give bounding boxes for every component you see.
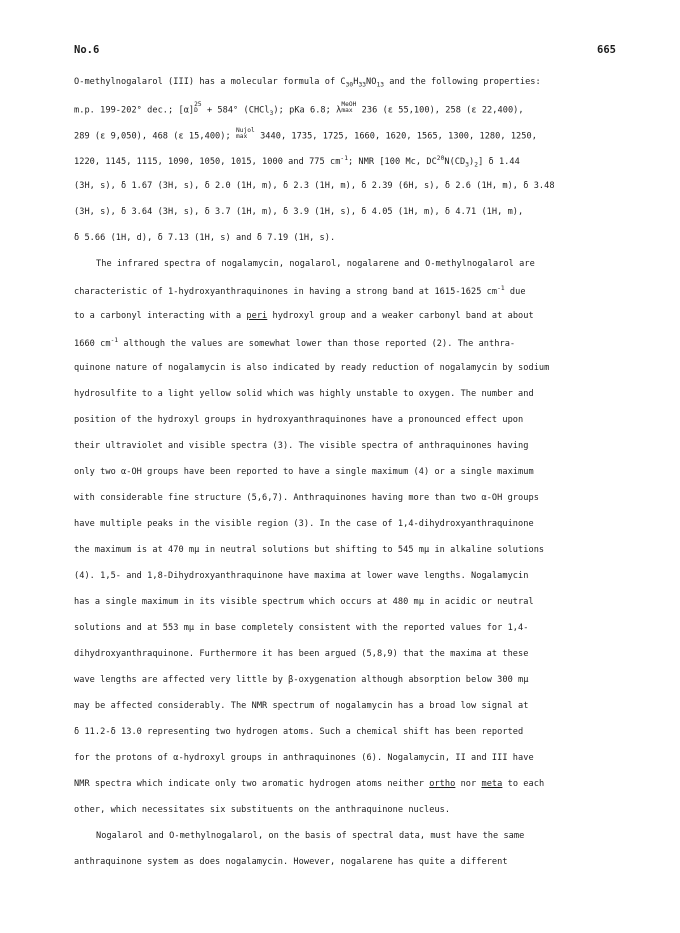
text-line: position of the hydroxyl groups in hydroxyanthraquinones have a pronounced effect upon	[74, 415, 524, 425]
text-line: solutions and at 553 mμ in base completely consistent with the reported values for 1,4-	[74, 623, 529, 633]
text-line: (3H, s), δ 3.64 (3H, s), δ 3.7 (1H, m), δ 3.9 (1H, s), δ 4.05 (1H, m), δ 4.71 (1H, m),	[74, 207, 524, 217]
text-line: anthraquinone system as does nogalamycin. However, nogalarene has quite a different	[74, 857, 508, 867]
text-line: (4). 1,5- and 1,8-Dihydroxyanthraquinone have maxima at lower wave lengths. Nogalamycin	[74, 571, 529, 581]
text-line: only two α-OH groups have been reported to have a single maximum (4) or a single maximum	[74, 467, 534, 477]
text-line: δ 5.66 (1H, d), δ 7.13 (1H, s) and δ 7.19 (1H, s).	[74, 233, 336, 243]
text-line: for the protons of α-hydroxyl groups in anthraquinones (6). Nogalamycin, II and III have	[74, 753, 534, 763]
issue-number: No.6	[74, 44, 100, 56]
text-line: other, which necessitates six substituents on the anthraquinone nucleus.	[74, 805, 451, 815]
text-line: with considerable fine structure (5,6,7). Anthraquinones having more than two α-OH groups	[74, 493, 539, 503]
text-line: Nogalarol and O-methylnogalarol, on the basis of spectral data, must have the same	[96, 831, 525, 841]
text-line: may be affected considerably. The NMR spectrum of nogalamycin has a broad low signal at	[74, 701, 529, 711]
text-line: the maximum is at 470 mμ in neutral solutions but shifting to 545 mμ in alkaline solutions	[74, 545, 545, 555]
text-line: NMR spectra which indicate only two aromatic hydrogen atoms neither ortho nor meta to each	[74, 779, 545, 789]
text-line: m.p. 199-202° dec.; [α] 25 D + 584° (CHCl$_3$); pKa 6.8; λ MeOH max 236 (ε 55,100), 258 (ε 22,400),	[74, 101, 524, 118]
text-line: 289 (ε 9,050), 468 (ε 15,400); Nujol max 3440, 1735, 1725, 1660, 1620, 1565, 1300, 1280, 1250,	[74, 127, 537, 142]
text-line: wave lengths are affected very little by β-oxygenation although absorption below 300 mμ	[74, 675, 529, 685]
text-line: O-methylnogalarol (III) has a molecular formula of $C_{30}H_{33}NO_{13}$ and the following properties:	[74, 77, 541, 89]
text-line: (3H, s), δ 1.67 (3H, s), δ 2.0 (1H, m), δ 2.3 (1H, m), δ 2.39 (6H, s), δ 2.6 (1H, m), δ 3.48	[74, 181, 555, 191]
text-line: their ultraviolet and visible spectra (3). The visible spectra of anthraquinones having	[74, 441, 529, 451]
text-line: 1660 $cm^{-1}$ although the values are somewhat lower than those reported (2). The anthra-	[74, 337, 516, 349]
page-number: 665	[597, 44, 616, 56]
text-line: have multiple peaks in the visible region (3). In the case of 1,4-dihydroxyanthraquinone	[74, 519, 534, 529]
text-line: quinone nature of nogalamycin is also indicated by ready reduction of nogalamycin by sodium	[74, 363, 550, 373]
text-line: to a carbonyl interacting with a peri hydroxyl group and a weaker carbonyl band at about	[74, 311, 534, 321]
text-line: dihydroxyanthraquinone. Furthermore it has been argued (5,8,9) that the maxima at these	[74, 649, 529, 659]
text-line: The infrared spectra of nogalamycin, nogalarol, nogalarene and O-methylnogalarol are	[96, 259, 535, 269]
text-line: 1220, 1145, 1115, 1090, 1050, 1015, 1000 and 775 $cm^{-1}$; NMR [100 Mc, $DC^{20}N(CD_3)_2$] δ 1.44	[74, 155, 520, 169]
text-line: characteristic of 1-hydroxyanthraquinones in having a strong band at 1615-1625 $cm^{-1}$ due	[74, 285, 526, 297]
text-line: hydrosulfite to a light yellow solid which was highly unstable to oxygen. The number and	[74, 389, 534, 399]
text-line: has a single maximum in its visible spectrum which occurs at 480 mμ in acidic or neutral	[74, 597, 534, 607]
text-line: δ 11.2-δ 13.0 representing two hydrogen atoms. Such a chemical shift has been reported	[74, 727, 524, 737]
